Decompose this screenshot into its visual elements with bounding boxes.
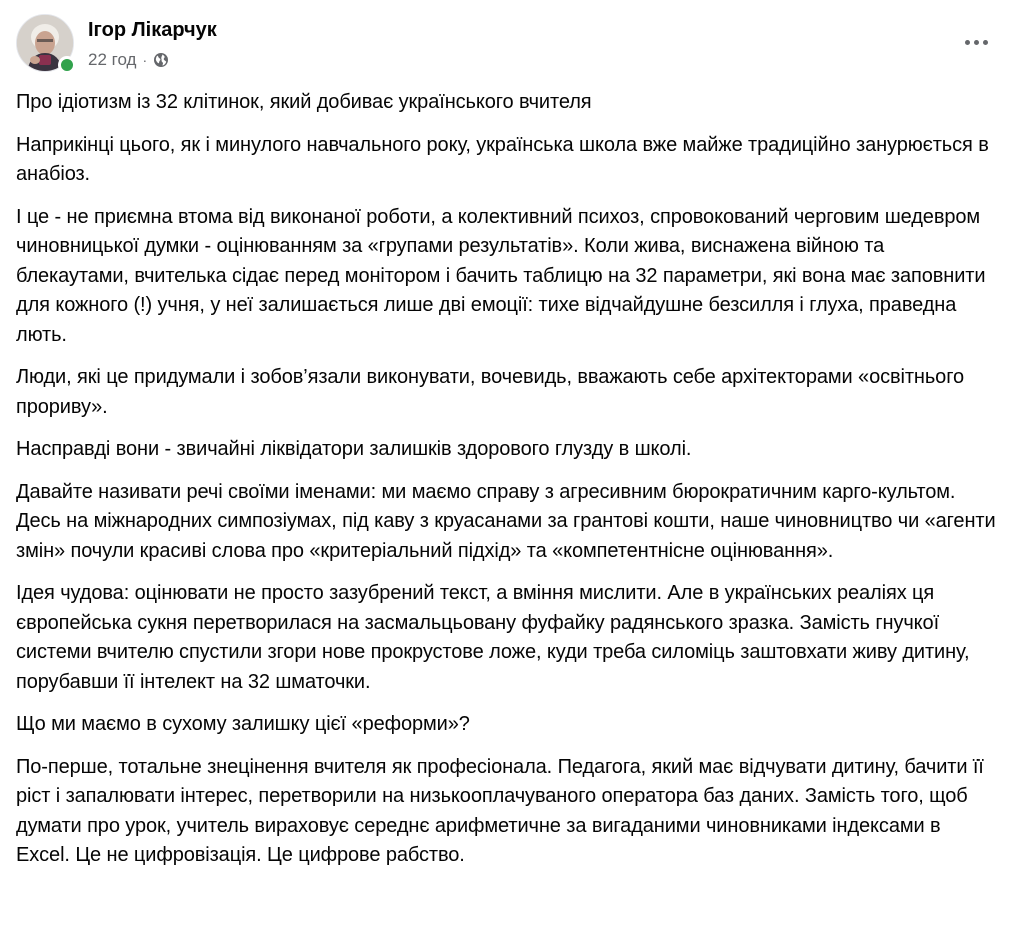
post-paragraph: Давайте називати речі своїми іменами: ми маємо справу з агресивним бюрократичним карго-культом. Десь на міжнародних симпозіумах, під каву з круасанами за грантові кошти, наше чиновництво чи «агенти змін» почули красиві слова про «критеріальний підхід» та «компетентнісне оцінювання». [16, 480, 996, 562]
post-paragraph: По-перше, тотальне знецінення вчителя як професіонала. Педагога, який має відчувати дитину, бачити її ріст і запалювати інтерес, перетворили на низькооплачуваного оператора баз даних. Замість того, щоб думати про урок, учитель вираховує середнє арифметичне за вигаданими чиновниками індексами в Excel. Це не цифровізація. Це цифрове рабство. [16, 755, 984, 866]
post-paragraph: Що ми маємо в сухому залишку цієї «реформи»? [16, 713, 470, 735]
post-text [16, 88, 998, 884]
post-paragraph: Люди, які це придумали і зобов’язали виконувати, вочевидь, вважають себе архітекторами «освітнього прориву». [16, 366, 964, 418]
post-header [16, 14, 996, 76]
online-status-indicator [58, 56, 76, 74]
post-paragraph: Насправді вони - звичайні ліквідатори залишків здорового глузду в школі. [16, 438, 692, 460]
author-name[interactable]: Ігор Лікарчук [88, 19, 217, 41]
avatar-link[interactable] [16, 14, 76, 74]
post-paragraph-title: Про ідіотизм із 32 клітинок, який добиває українського вчителя [16, 91, 592, 113]
meta-separator: · [142, 52, 148, 68]
post-paragraph: І це - не приємна втома від виконаної роботи, а колективний психоз, спровокований черговим шедевром чиновницької думки - оцінюванням за «групами результатів». Коли жива, виснажена війною та блекаутами, вчителька сідає перед монітором і бачить таблицю на 32 параметри, які вона має заповнити для кожного (!) учня, у неї залишається лише дві емоції: тихе відчайдушне безсилля і глуха, праведна лють. [16, 205, 986, 346]
post-meta [88, 50, 169, 70]
post-paragraph: Наприкінці цього, як і минулого навчального року, українська школа вже майже традиційно занурюється в анабіоз. [16, 133, 989, 185]
more-dots-icon [965, 40, 988, 45]
post-paragraph: Ідея чудова: оцінювати не просто зазубрений текст, а вміння мислити. Але в українських реаліях ця європейська сукня перетворилася на засмальцьовану фуфайку радянського зразка. Замість гнучкої системи вчителю спустили згори нове прокрустове ложе, куди треба силоміць заштовхати живу дитину, порубавши її інтелект на 32 шматочки. [16, 582, 970, 693]
post-timestamp[interactable]: 22 год [88, 50, 137, 69]
globe-icon[interactable] [153, 52, 169, 68]
post-options-button[interactable] [958, 24, 994, 60]
